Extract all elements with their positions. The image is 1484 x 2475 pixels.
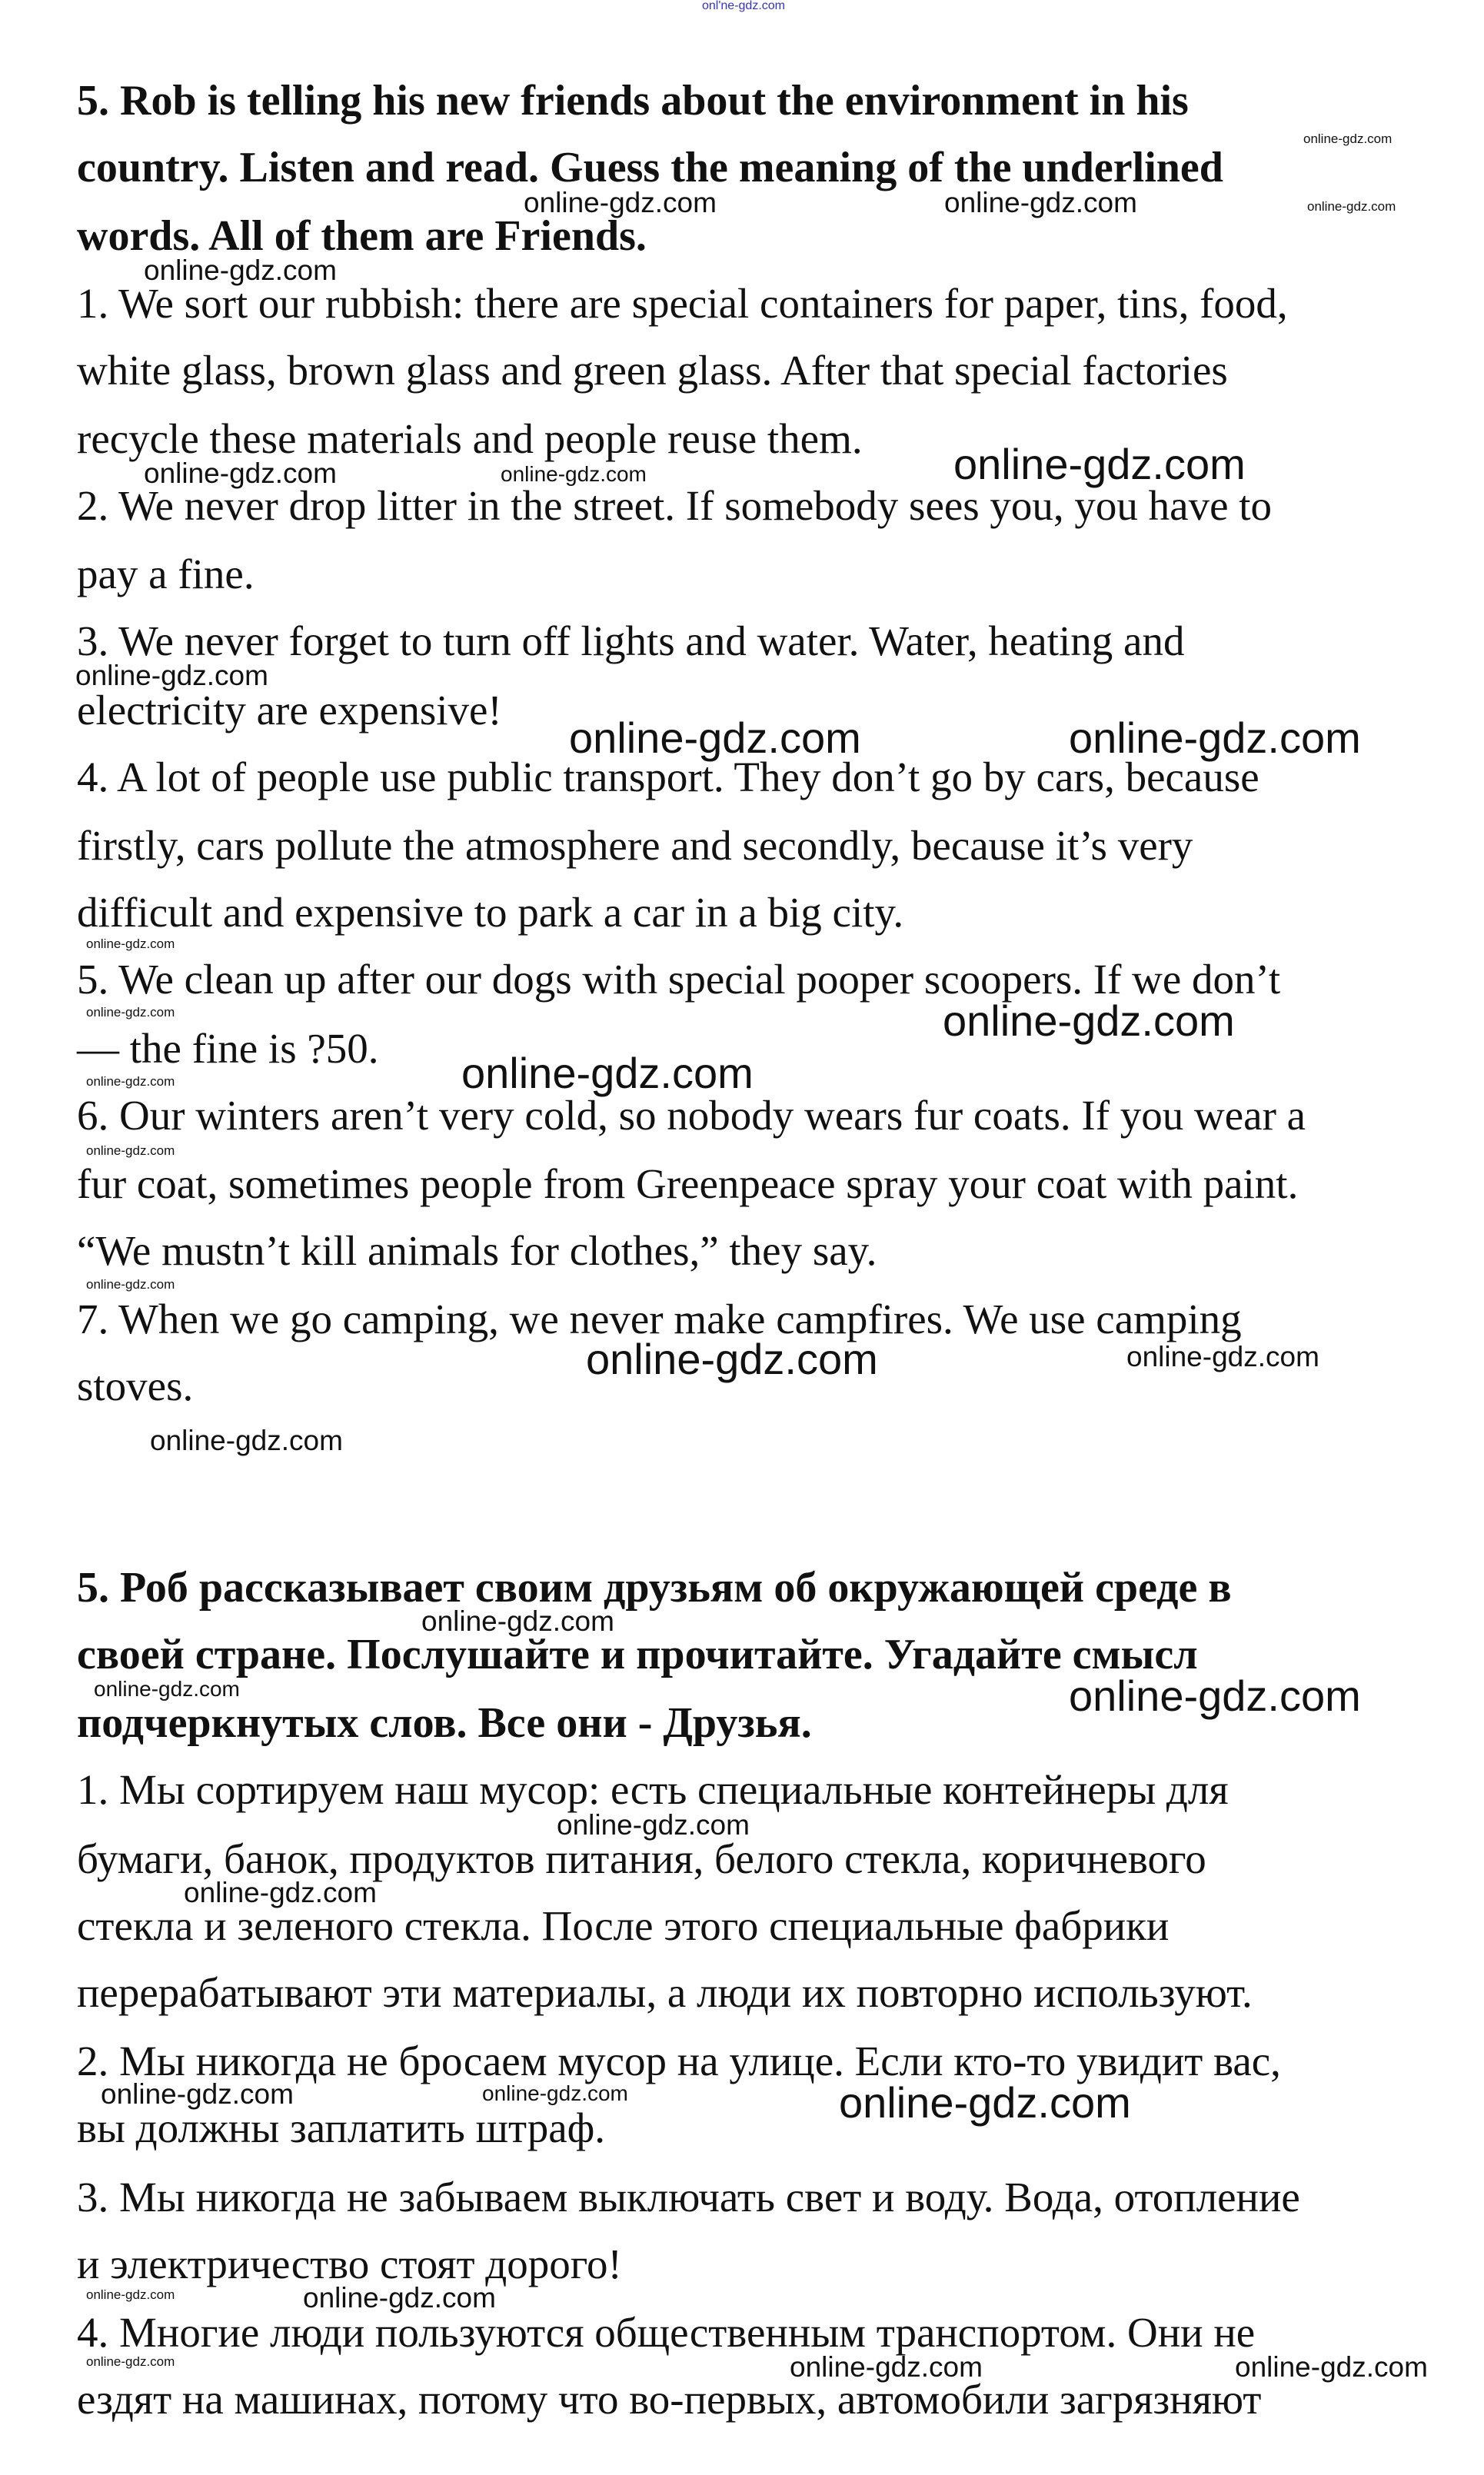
watermark: online-gdz.com xyxy=(144,254,337,286)
text-line: recycle these materials and people reuse them. xyxy=(77,415,863,462)
watermark: online-gdz.com xyxy=(86,1277,175,1292)
watermark: online-gdz.com xyxy=(86,1143,175,1158)
title-line: country. Listen and read. Guess the meaning of the underlined xyxy=(77,144,1223,191)
text-line: — the fine is ?50. xyxy=(77,1025,379,1072)
text-line: 4. A lot of people use public transport. They don’t go by cars, because xyxy=(77,753,1259,800)
text-line: 2. Мы никогда не бросаем мусор на улице. Если кто-то увидит вас, xyxy=(77,2038,1281,2084)
watermark: online-gdz.com xyxy=(75,660,268,691)
watermark: online-gdz.com xyxy=(557,1809,750,1841)
watermark: online-gdz.com xyxy=(1303,131,1392,146)
text-line: бумаги, банок, продуктов питания, белого стекла, коричневого xyxy=(77,1835,1206,1882)
watermark: online-gdz.com xyxy=(501,462,647,486)
text-line: перерабатывают эти материалы, а люди их повторно используют. xyxy=(77,1969,1253,2016)
watermark: online-gdz.com xyxy=(101,2078,294,2110)
text-line: ездят на машинах, потому что во-первых, автомобили загрязняют xyxy=(77,2376,1262,2423)
watermark: online-gdz.com xyxy=(586,1335,878,1383)
watermark: online-gdz.com xyxy=(1069,1672,1361,1720)
watermark: online-gdz.com xyxy=(943,996,1235,1045)
text-line: стекла и зеленого стекла. После этого специальные фабрики xyxy=(77,1902,1170,1949)
text-line: electricity are expensive! xyxy=(77,687,502,734)
watermark: online-gdz.com xyxy=(94,1677,240,1701)
watermark: online-gdz.com xyxy=(303,2282,496,2314)
watermark: online-gdz.com xyxy=(86,2287,175,2302)
text-line: вы должны заплатить штраф. xyxy=(77,2104,605,2151)
watermark: online-gdz.com xyxy=(944,187,1137,218)
text-line: 1. Мы сортируем наш мусор: есть специальные контейнеры для xyxy=(77,1766,1229,1813)
title-line: подчеркнутых слов. Все они - Друзья. xyxy=(77,1699,812,1747)
text-line: 6. Our winters aren’t very cold, so nobody wears fur coats. If you wear a xyxy=(77,1092,1306,1139)
text-line: white glass, brown glass and green glass. After that special factories xyxy=(77,347,1228,394)
top-watermark: onl'ne-gdz.com xyxy=(702,0,785,12)
watermark: online-gdz.com xyxy=(86,2354,175,2369)
text-line: stoves. xyxy=(77,1362,194,1409)
watermark: online-gdz.com xyxy=(839,2078,1131,2127)
text-line: и электричество стоят дорого! xyxy=(77,2240,622,2287)
watermark: online-gdz.com xyxy=(86,1005,175,1020)
watermark: online-gdz.com xyxy=(421,1605,614,1637)
watermark: online-gdz.com xyxy=(86,1074,175,1089)
watermark: online-gdz.com xyxy=(144,457,337,489)
text-line: 2. We never drop litter in the street. If somebody sees you, you have to xyxy=(77,482,1273,529)
text-line: 3. Мы никогда не забываем выключать свет и воду. Вода, отопление xyxy=(77,2174,1300,2221)
watermark: online-gdz.com xyxy=(790,2351,983,2383)
watermark: online-gdz.com xyxy=(953,440,1246,488)
text-line: “We mustn’t kill animals for clothes,” they say. xyxy=(77,1227,877,1274)
watermark: online-gdz.com xyxy=(184,1877,377,1908)
watermark: online-gdz.com xyxy=(524,187,717,218)
title-line: words. All of them are Friends. xyxy=(77,212,647,260)
text-line: pay a fine. xyxy=(77,551,255,597)
title-line: 5. Rob is telling his new friends about the environment in his xyxy=(77,77,1189,125)
title-line: 5. Роб рассказывает своим друзьям об окружающей среде в xyxy=(77,1564,1232,1612)
text-line: 7. When we go camping, we never make campfires. We use camping xyxy=(77,1296,1242,1342)
watermark: online-gdz.com xyxy=(1235,2351,1428,2383)
watermark: online-gdz.com xyxy=(1126,1341,1319,1372)
watermark: online-gdz.com xyxy=(569,714,861,762)
watermark: online-gdz.com xyxy=(1069,714,1361,762)
text-line: 3. We never forget to turn off lights and water. Water, heating and xyxy=(77,617,1185,664)
title-line: своей стране. Послушайте и прочитайте. Угадайте смысл xyxy=(77,1631,1198,1678)
text-line: fur coat, sometimes people from Greenpeace spray your coat with paint. xyxy=(77,1160,1299,1207)
watermark: online-gdz.com xyxy=(150,1425,343,1456)
watermark: online-gdz.com xyxy=(461,1049,754,1097)
watermark: online-gdz.com xyxy=(482,2081,628,2105)
text-line: firstly, cars pollute the atmosphere and secondly, because it’s very xyxy=(77,822,1193,869)
text-line: 4. Многие люди пользуются общественным транспортом. Они не xyxy=(77,2309,1256,2356)
watermark: online-gdz.com xyxy=(86,936,175,951)
watermark: online-gdz.com xyxy=(1307,199,1396,214)
text-line: 5. We clean up after our dogs with special pooper scoopers. If we don’t xyxy=(77,956,1281,1003)
text-line: 1. We sort our rubbish: there are special containers for paper, tins, food, xyxy=(77,280,1288,327)
text-line: difficult and expensive to park a car in a big city. xyxy=(77,889,904,936)
